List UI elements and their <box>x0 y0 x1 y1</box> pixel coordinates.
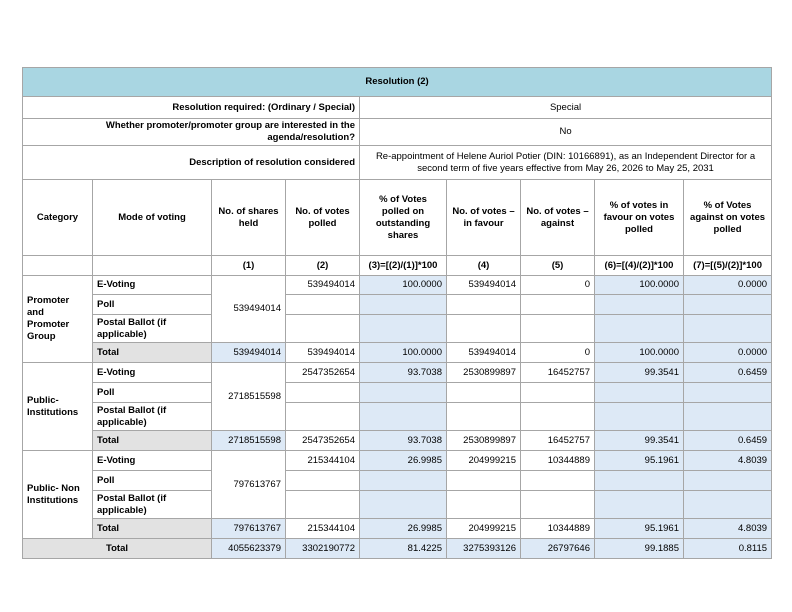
formula-6: (6)=[(4)/(2)]*100 <box>595 256 684 276</box>
empty-cell <box>521 315 595 343</box>
header-pct-polled: % of Votes polled on outstanding shares <box>360 180 447 256</box>
grand-total-row <box>23 539 772 559</box>
column-header-row <box>23 180 772 256</box>
empty-cell <box>360 403 447 431</box>
non-institutions-evoting-row <box>23 451 772 471</box>
empty-cell <box>684 295 772 315</box>
institutions-total-against: 16452757 <box>521 431 595 451</box>
empty-cell <box>684 315 772 343</box>
category-non-institutions: Public- Non Institutions <box>23 451 93 539</box>
empty-cell <box>360 471 447 491</box>
non-institutions-total-against: 10344889 <box>521 519 595 539</box>
non-institutions-evoting-pct-favour: 95.1961 <box>595 451 684 471</box>
empty-cell <box>447 383 521 403</box>
promoter-total-row <box>23 343 772 363</box>
grand-total-label: Total <box>23 539 212 559</box>
empty-cell <box>286 383 360 403</box>
institutions-evoting-pct-against: 0.6459 <box>684 363 772 383</box>
promoter-evoting-votes-polled: 539494014 <box>286 276 360 295</box>
empty-cell <box>286 471 360 491</box>
institutions-total-in-favour: 2530899897 <box>447 431 521 451</box>
non-institutions-total-pct-against: 4.8039 <box>684 519 772 539</box>
institutions-poll-row <box>23 383 772 403</box>
empty-cell <box>521 471 595 491</box>
empty-cell <box>684 383 772 403</box>
description-row <box>23 146 772 180</box>
promoter-evoting-pct-against: 0.0000 <box>684 276 772 295</box>
formula-5: (5) <box>521 256 595 276</box>
empty-cell <box>447 403 521 431</box>
institutions-total-pct-against: 0.6459 <box>684 431 772 451</box>
empty-cell <box>521 295 595 315</box>
header-shares-held: No. of shares held <box>212 180 286 256</box>
non-institutions-total-shares: 797613767 <box>212 519 286 539</box>
empty-cell <box>286 491 360 519</box>
interested-row <box>23 119 772 146</box>
empty-cell <box>447 471 521 491</box>
empty-cell <box>684 471 772 491</box>
interested-value: No <box>360 119 772 146</box>
mode-evoting: E-Voting <box>93 451 212 471</box>
non-institutions-total-votes-polled: 215344104 <box>286 519 360 539</box>
non-institutions-shares: 797613767 <box>212 451 286 519</box>
formula-1: (1) <box>212 256 286 276</box>
required-value: Special <box>360 97 772 119</box>
empty-cell <box>447 315 521 343</box>
promoter-total-in-favour: 539494014 <box>447 343 521 363</box>
institutions-evoting-pct-favour: 99.3541 <box>595 363 684 383</box>
mode-postal: Postal Ballot (if applicable) <box>93 403 212 431</box>
promoter-evoting-pct-polled: 100.0000 <box>360 276 447 295</box>
non-institutions-evoting-votes-polled: 215344104 <box>286 451 360 471</box>
empty-cell <box>360 295 447 315</box>
header-pct-against: % of Votes against on votes polled <box>684 180 772 256</box>
formula-blank <box>23 256 93 276</box>
empty-cell <box>521 383 595 403</box>
mode-total: Total <box>93 519 212 539</box>
promoter-total-shares: 539494014 <box>212 343 286 363</box>
empty-cell <box>286 403 360 431</box>
category-institutions: Public- Institutions <box>23 363 93 451</box>
empty-cell <box>360 383 447 403</box>
resolution-table <box>22 67 772 559</box>
mode-evoting: E-Voting <box>93 276 212 295</box>
non-institutions-evoting-pct-against: 4.8039 <box>684 451 772 471</box>
header-votes-polled: No. of votes polled <box>286 180 360 256</box>
empty-cell <box>595 403 684 431</box>
promoter-total-votes-polled: 539494014 <box>286 343 360 363</box>
non-institutions-evoting-pct-polled: 26.9985 <box>360 451 447 471</box>
promoter-evoting-pct-favour: 100.0000 <box>595 276 684 295</box>
required-label: Resolution required: (Ordinary / Special) <box>23 97 360 119</box>
promoter-evoting-against: 0 <box>521 276 595 295</box>
empty-cell <box>360 491 447 519</box>
institutions-evoting-against: 16452757 <box>521 363 595 383</box>
header-mode: Mode of voting <box>93 180 212 256</box>
promoter-total-against: 0 <box>521 343 595 363</box>
empty-cell <box>521 403 595 431</box>
institutions-evoting-row <box>23 363 772 383</box>
empty-cell <box>595 315 684 343</box>
empty-cell <box>447 491 521 519</box>
grand-total-pct-favour: 99.1885 <box>595 539 684 559</box>
mode-total: Total <box>93 431 212 451</box>
institutions-evoting-in-favour: 2530899897 <box>447 363 521 383</box>
description-value: Re-appointment of Helene Auriol Potier (DIN: 10166891), as an Independent Director for a second term of five years effective from May 26, 2026 to May 25, 2031 <box>360 146 772 180</box>
institutions-total-pct-favour: 99.3541 <box>595 431 684 451</box>
empty-cell <box>595 383 684 403</box>
mode-evoting: E-Voting <box>93 363 212 383</box>
promoter-shares: 539494014 <box>212 276 286 343</box>
institutions-shares: 2718515598 <box>212 363 286 431</box>
grand-total-pct-polled: 81.4225 <box>360 539 447 559</box>
resolution-title: Resolution (2) <box>23 68 772 97</box>
formula-row <box>23 256 772 276</box>
description-label: Description of resolution considered <box>23 146 360 180</box>
category-promoter: Promoter and Promoter Group <box>23 276 93 363</box>
institutions-total-row <box>23 431 772 451</box>
grand-total-in-favour: 3275393126 <box>447 539 521 559</box>
empty-cell <box>521 491 595 519</box>
interested-label: Whether promoter/promoter group are interested in the agenda/resolution? <box>23 119 360 146</box>
formula-3: (3)=[(2)/(1)]*100 <box>360 256 447 276</box>
formula-2: (2) <box>286 256 360 276</box>
institutions-evoting-pct-polled: 93.7038 <box>360 363 447 383</box>
empty-cell <box>447 295 521 315</box>
promoter-total-pct-against: 0.0000 <box>684 343 772 363</box>
empty-cell <box>684 403 772 431</box>
header-in-favour: No. of votes – in favour <box>447 180 521 256</box>
institutions-total-pct-polled: 93.7038 <box>360 431 447 451</box>
empty-cell <box>286 295 360 315</box>
non-institutions-total-in-favour: 204999215 <box>447 519 521 539</box>
mode-poll: Poll <box>93 295 212 315</box>
promoter-postal-row <box>23 315 772 343</box>
empty-cell <box>595 295 684 315</box>
non-institutions-evoting-in-favour: 204999215 <box>447 451 521 471</box>
required-row <box>23 97 772 119</box>
promoter-poll-row <box>23 295 772 315</box>
mode-poll: Poll <box>93 471 212 491</box>
mode-poll: Poll <box>93 383 212 403</box>
header-against: No. of votes – against <box>521 180 595 256</box>
formula-4: (4) <box>447 256 521 276</box>
grand-total-against: 26797646 <box>521 539 595 559</box>
empty-cell <box>595 471 684 491</box>
title-row <box>23 68 772 97</box>
promoter-evoting-in-favour: 539494014 <box>447 276 521 295</box>
promoter-total-pct-favour: 100.0000 <box>595 343 684 363</box>
non-institutions-evoting-against: 10344889 <box>521 451 595 471</box>
non-institutions-total-pct-favour: 95.1961 <box>595 519 684 539</box>
institutions-evoting-votes-polled: 2547352654 <box>286 363 360 383</box>
grand-total-votes-polled: 3302190772 <box>286 539 360 559</box>
header-pct-favour: % of votes in favour on votes polled <box>595 180 684 256</box>
promoter-evoting-row <box>23 276 772 295</box>
institutions-total-votes-polled: 2547352654 <box>286 431 360 451</box>
mode-postal: Postal Ballot (if applicable) <box>93 491 212 519</box>
empty-cell <box>595 491 684 519</box>
empty-cell <box>286 315 360 343</box>
empty-cell <box>684 491 772 519</box>
promoter-total-pct-polled: 100.0000 <box>360 343 447 363</box>
header-category: Category <box>23 180 93 256</box>
institutions-total-shares: 2718515598 <box>212 431 286 451</box>
mode-total: Total <box>93 343 212 363</box>
non-institutions-postal-row <box>23 491 772 519</box>
non-institutions-total-pct-polled: 26.9985 <box>360 519 447 539</box>
institutions-postal-row <box>23 403 772 431</box>
empty-cell <box>360 315 447 343</box>
formula-7: (7)=[(5)/(2)]*100 <box>684 256 772 276</box>
mode-postal: Postal Ballot (if applicable) <box>93 315 212 343</box>
grand-total-shares: 4055623379 <box>212 539 286 559</box>
non-institutions-poll-row <box>23 471 772 491</box>
formula-blank <box>93 256 212 276</box>
non-institutions-total-row <box>23 519 772 539</box>
grand-total-pct-against: 0.8115 <box>684 539 772 559</box>
